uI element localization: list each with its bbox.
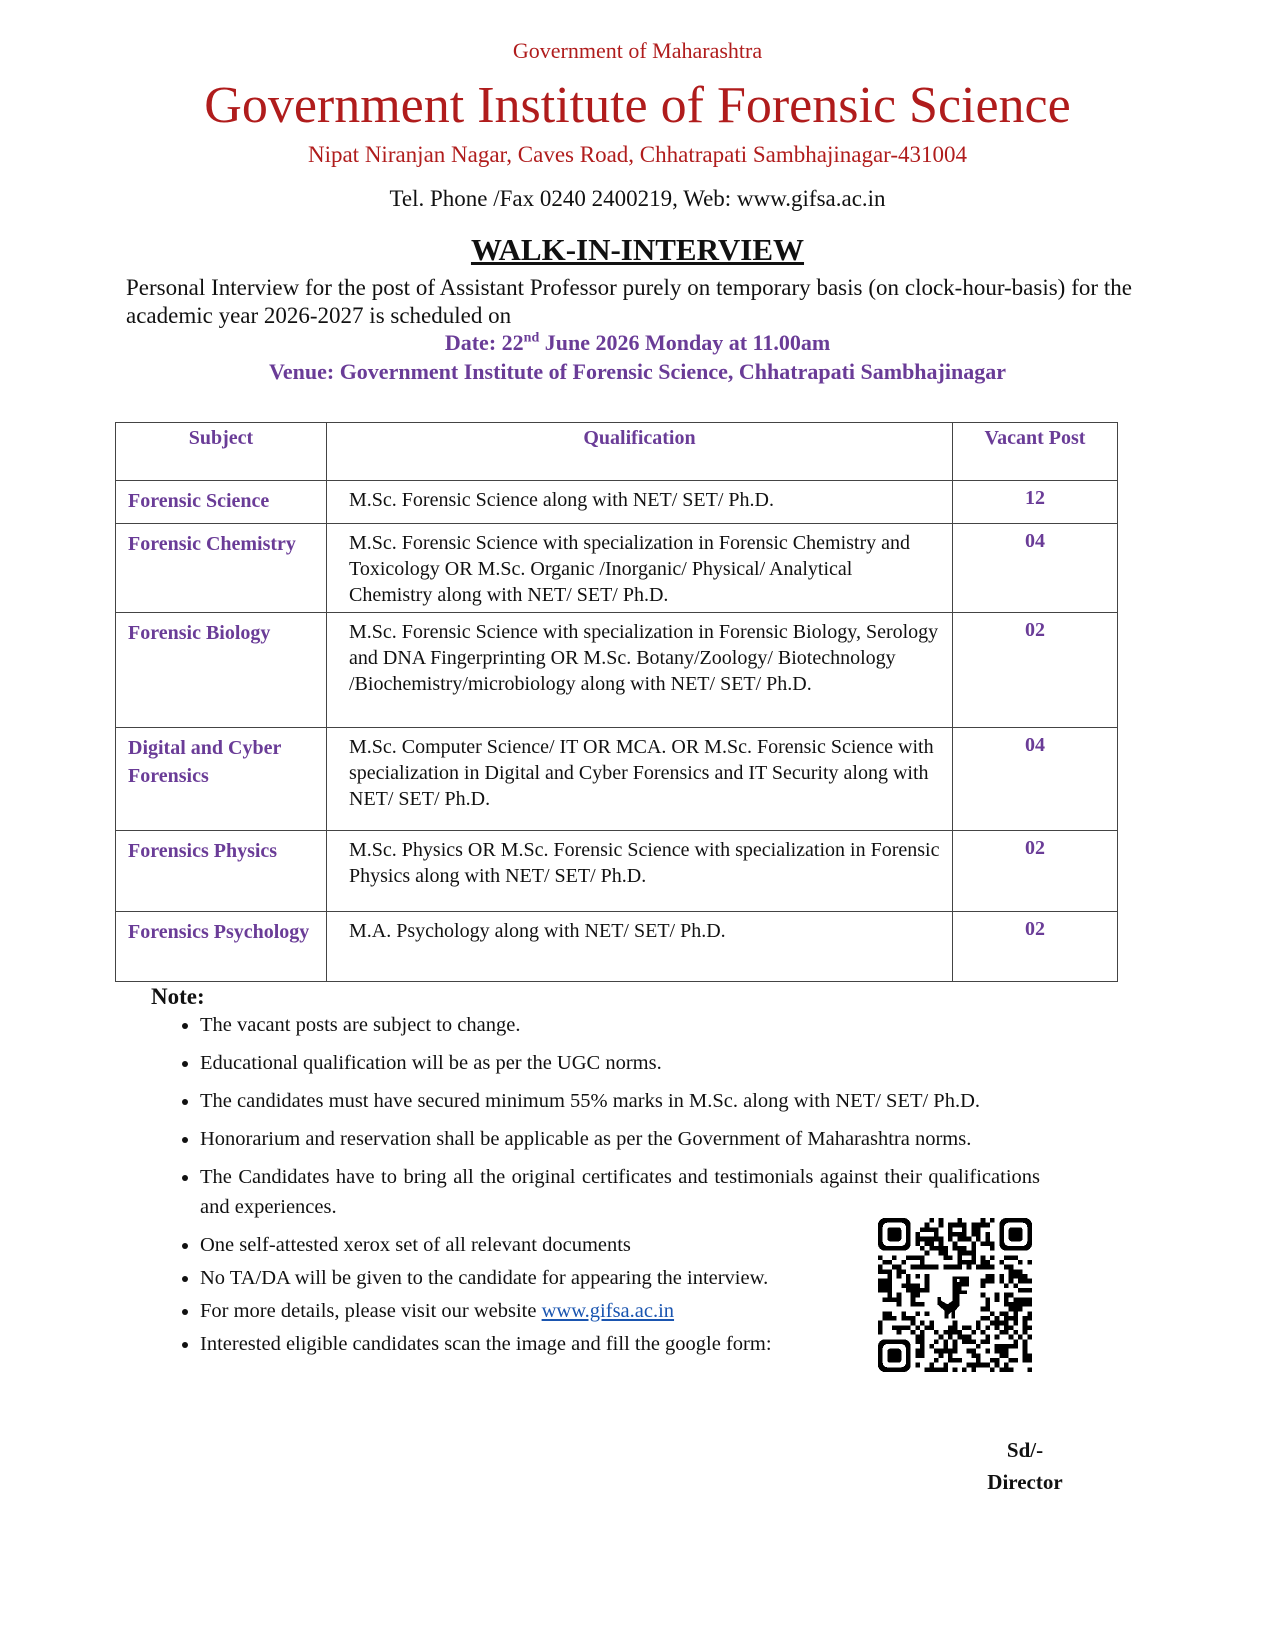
list-item: • Honorarium and reservation shall be applicable as per the Government of Maharashtra norms. (200, 1124, 1130, 1154)
header-subject: Subject (116, 423, 327, 481)
website-note-text: For more details, please visit our website (200, 1300, 542, 1322)
table-header-row (116, 423, 1118, 481)
header-vacant-post: Vacant Post (953, 423, 1118, 481)
list-item: • Interested eligible candidates scan the image and fill the google form: (200, 1329, 1130, 1359)
table-row (116, 831, 1118, 912)
table-row (116, 912, 1118, 982)
table-row (116, 728, 1118, 831)
subject-cell: Forensic Chemistry (116, 524, 327, 613)
notice-intro: Personal Interview for the post of Assistant Professor purely on temporary basis (on clock-hour-basis) for the academic year 2026-2027 is scheduled on (126, 275, 1132, 328)
subject-cell: Forensics Physics (116, 831, 327, 912)
website-link[interactable]: www.gifsa.ac.in (541, 1300, 675, 1322)
list-item: • The vacant posts are subject to change. (200, 1010, 1130, 1040)
qualification-cell: M.Sc. Forensic Science with specialization in Forensic Chemistry and Toxicology OR M.Sc. Organic /Inorganic/ Physical/ Analytical Chemistry along with NET/ SET/ Ph.D. (327, 524, 953, 613)
signatory-title: Director (987, 1470, 1063, 1494)
notice-heading: WALK-IN-INTERVIEW (470, 232, 805, 267)
qualification-cell: M.Sc. Physics OR M.Sc. Forensic Science with specialization in Forensic Physics along with NET/ SET/ Ph.D. (327, 831, 953, 912)
list-item: • The Candidates have to bring all the original certificates and testimonials against their qualifications and experiences. (200, 1162, 1040, 1222)
subject-cell: Forensic Science (116, 481, 327, 524)
dinosaur-icon (932, 1272, 979, 1319)
note-title: Note: (151, 984, 205, 1009)
vacant-cell: 12 (953, 481, 1118, 524)
list-item: • One self-attested xerox set of all relevant documents (200, 1230, 1130, 1260)
qualification-cell: M.Sc. Forensic Science with specialization in Forensic Biology, Serology and DNA Fingerprinting OR M.Sc. Botany/Zoology/ Biotechnology /Biochemistry/microbiology along with NET/ SET/ Ph.D. (327, 613, 953, 728)
table-row (116, 613, 1118, 728)
list-item: • The candidates must have secured minimum 55% marks in M.Sc. along with NET/ SET/ Ph.D. (200, 1086, 1130, 1116)
qualification-cell: M.Sc. Forensic Science along with NET/ SET/ Ph.D. (327, 481, 953, 524)
subject-cell: Forensic Biology (116, 613, 327, 728)
date-suffix: June 2026 Monday at 11.00am (539, 330, 831, 355)
vacant-cell: 04 (953, 728, 1118, 831)
subject-cell: Forensics Psychology (116, 912, 327, 982)
interview-date (0, 330, 1275, 356)
signature-mark: Sd/- (1006, 1438, 1044, 1462)
interview-venue: Venue: Government Institute of Forensic Science, Chhatrapati Sambhajinagar (269, 359, 1006, 384)
list-item: • No TA/DA will be given to the candidate for appearing the interview. (200, 1263, 1130, 1293)
vacancy-table (115, 422, 1118, 982)
institute-title: Government Institute of Forensic Science (204, 77, 1071, 134)
qr-code-icon[interactable] (878, 1218, 1032, 1372)
qualification-cell: M.A. Psychology along with NET/ SET/ Ph.D. (327, 912, 953, 982)
institute-address: Nipat Niranjan Nagar, Caves Road, Chhatrapati Sambhajinagar-431004 (307, 142, 968, 167)
subject-cell: Digital and Cyber Forensics (116, 728, 327, 831)
vacant-cell: 02 (953, 831, 1118, 912)
vacant-cell: 02 (953, 912, 1118, 982)
government-line: Government of Maharashtra (512, 38, 763, 63)
list-item: • Educational qualification will be as per the UGC norms. (200, 1048, 1130, 1078)
contact-line: Tel. Phone /Fax 0240 2400219, Web: www.gifsa.ac.in (389, 186, 886, 211)
vacant-cell: 04 (953, 524, 1118, 613)
qualification-cell: M.Sc. Computer Science/ IT OR MCA. OR M.Sc. Forensic Science with specialization in Digital and Cyber Forensics and IT Security along with NET/ SET/ Ph.D. (327, 728, 953, 831)
date-ordinal: nd (523, 330, 540, 346)
table-row (116, 481, 1118, 524)
date-prefix: Date: 22 (444, 330, 524, 355)
table-row (116, 524, 1118, 613)
vacant-cell: 02 (953, 613, 1118, 728)
signature-block (960, 1434, 1090, 1498)
header-qualification: Qualification (327, 423, 953, 481)
